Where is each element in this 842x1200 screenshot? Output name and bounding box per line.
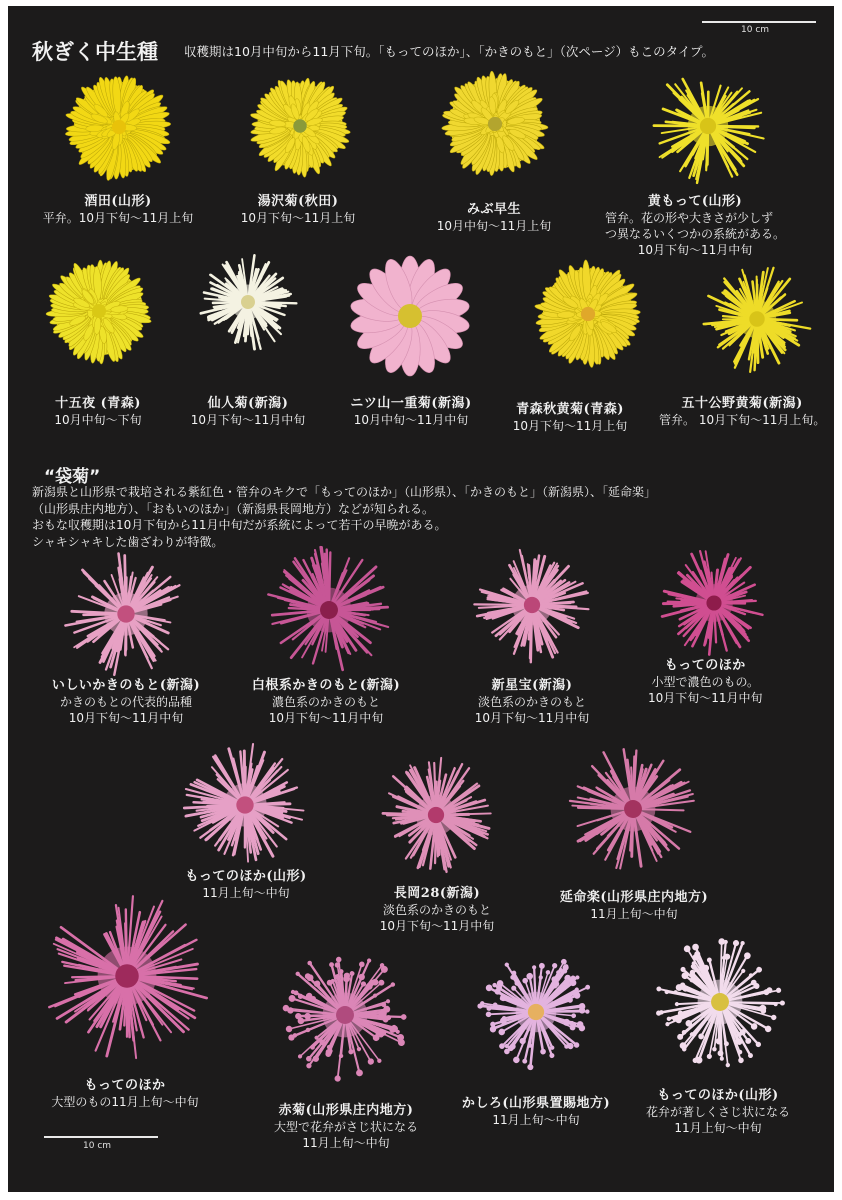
variety-description: 10月中旬〜11月上旬	[436, 219, 552, 233]
flower-photo-variety-14	[179, 739, 311, 871]
scale-label-bottom: 10 cm	[83, 1141, 112, 1151]
variety-description: つ異なるいくつかの系統がある。	[605, 227, 786, 241]
variety-name: 五十公野黄菊(新潟)	[681, 396, 803, 411]
flower-photo-variety-1	[60, 68, 178, 186]
flower-photo-variety-20	[652, 934, 788, 1070]
variety-description: 10月下旬〜11月中旬	[379, 919, 495, 933]
flower-photo-variety-16	[565, 741, 701, 877]
variety-description: 11月上旬〜中旬	[674, 1121, 762, 1135]
intro-line: 新潟県と山形県で栽培される紫紅色・管弁のキクで「もってのほか」（山形県）、「かきのもと」（新潟県）、「延命楽」	[32, 485, 657, 499]
caption-variety-1	[43, 194, 194, 226]
caption-variety-18	[274, 1103, 418, 1151]
variety-name: 酒田(山形)	[84, 194, 152, 209]
flower-photo-variety-4	[646, 64, 770, 188]
flower-photo-variety-10	[60, 548, 192, 680]
variety-name: もってのほか(山形)	[657, 1088, 779, 1103]
variety-description: 花弁が著しくさじ状になる	[645, 1105, 791, 1119]
flower-photo-variety-18	[277, 947, 413, 1083]
caption-variety-14	[185, 869, 306, 901]
variety-description: 10月下旬〜11月上旬	[512, 419, 628, 433]
variety-description: 10月下旬〜11月中旬	[268, 711, 384, 725]
variety-name: みぶ早生	[466, 202, 522, 217]
variety-name: かしろ(山形県置賜地方)	[461, 1096, 611, 1111]
flower-photo-variety-11	[261, 542, 397, 678]
variety-description: 10月下旬〜11月中旬	[637, 243, 753, 257]
variety-name: 新星宝(新潟)	[491, 678, 573, 693]
scale-bar-top	[702, 21, 816, 23]
variety-name: ニツ山一重菊(新潟)	[350, 396, 472, 411]
flower-photo-variety-17	[39, 888, 215, 1064]
variety-name: 青森秋黄菊(青森)	[516, 402, 624, 417]
flower-photo-variety-2	[244, 70, 356, 182]
section-intro	[32, 484, 656, 550]
caption-variety-3	[437, 202, 552, 234]
variety-description: 10月下旬〜11月上旬	[240, 211, 356, 225]
variety-description: 10月下旬〜11月中旬	[68, 711, 184, 725]
variety-description: 11月上旬〜中旬	[590, 907, 678, 921]
variety-description: 11月上旬〜中旬	[492, 1113, 580, 1127]
variety-description: 10月中旬〜11月中旬	[353, 413, 469, 427]
caption-variety-9	[659, 396, 825, 428]
variety-name: 仙人菊(新潟)	[207, 396, 289, 411]
caption-variety-11	[252, 678, 400, 726]
flower-photo-variety-9	[698, 260, 816, 378]
variety-name: 黄もって(山形)	[647, 194, 743, 209]
flower-photo-variety-7	[346, 252, 474, 380]
scale-bar-bottom	[44, 1136, 158, 1138]
page	[8, 6, 834, 1192]
variety-name: 長岡28(新潟)	[393, 886, 481, 901]
section-title-fukurogiku: “袋菊”	[44, 467, 101, 487]
variety-description: 11月上旬〜中旬	[202, 886, 290, 900]
flower-photo-variety-3	[436, 65, 554, 183]
variety-description: 平弁。10月下旬〜11月上旬	[42, 211, 194, 225]
variety-description: 10月中旬〜下旬	[54, 413, 142, 427]
variety-description: 大型で花弁がさじ状になる	[273, 1120, 419, 1134]
variety-description: 大型のもの11月上旬〜中旬	[51, 1095, 199, 1109]
flower-photo-variety-12	[470, 543, 594, 667]
variety-name: 湯沢菊(秋田)	[257, 194, 339, 209]
caption-variety-12	[475, 678, 590, 726]
flower-photo-variety-13	[656, 545, 772, 661]
caption-variety-4	[605, 194, 785, 258]
flower-photo-variety-15	[374, 753, 498, 877]
variety-name: 白根系かきのもと(新潟)	[251, 678, 401, 693]
flower-photo-variety-19	[474, 950, 598, 1074]
page-title: 秋ぎく中生種	[32, 40, 158, 64]
variety-description: 10月下旬〜11月中旬	[190, 413, 306, 427]
variety-description: 小型で濃色のもの。	[651, 675, 760, 689]
caption-variety-6	[191, 396, 306, 428]
variety-description: 淡色系のかきのもと	[382, 903, 492, 917]
variety-name: 赤菊(山形県庄内地方)	[278, 1103, 414, 1118]
variety-name: もってのほか	[664, 658, 746, 673]
caption-variety-20	[646, 1088, 790, 1136]
intro-line: おもな収穫期は10月下旬から11月中旬だが系統によって若干の早晩がある。	[32, 518, 447, 532]
variety-description: 10月下旬〜11月中旬	[648, 691, 763, 705]
caption-variety-5	[54, 396, 141, 428]
intro-line: （山形県庄内地方）、「おもいのほか」（新潟県長岡地方）などが知られる。	[32, 501, 435, 516]
caption-variety-10	[52, 678, 200, 726]
flower-photo-variety-5	[41, 253, 157, 369]
variety-description: 淡色系のかきのもと	[477, 695, 587, 709]
variety-name: もってのほか	[84, 1078, 166, 1093]
variety-description: 管弁。 10月下旬〜11月上旬。	[659, 413, 826, 427]
variety-description: 管弁。花の形や大きさが少しず	[605, 211, 774, 225]
caption-variety-8	[513, 402, 628, 434]
flower-photo-variety-8	[529, 255, 647, 373]
variety-name: 延命楽(山形県庄内地方)	[559, 890, 709, 905]
variety-description: 11月上旬〜中旬	[302, 1136, 390, 1150]
variety-description: かきのもとの代表的品種	[59, 695, 192, 709]
intro-line: シャキシャキした歯ざわりが特徴。	[32, 534, 224, 549]
caption-variety-2	[241, 194, 356, 226]
variety-name: 十五夜 (青森)	[55, 396, 141, 411]
caption-variety-19	[462, 1096, 610, 1128]
scale-label-top: 10 cm	[741, 25, 770, 35]
variety-name: いしいかきのもと(新潟)	[51, 678, 201, 693]
caption-variety-7	[350, 396, 471, 428]
caption-variety-16	[560, 890, 708, 922]
caption-variety-17	[51, 1078, 198, 1110]
caption-variety-15	[380, 886, 495, 934]
caption-variety-13	[648, 658, 763, 706]
variety-description: 10月下旬〜11月中旬	[474, 711, 590, 725]
variety-description: 濃色系のかきのもと	[271, 695, 380, 709]
page-subtitle: 収穫期は10月中旬から11月下旬。「もってのほか」、「かきのもと」（次ページ）もこのタイプ。	[184, 44, 714, 59]
flower-photo-variety-6	[194, 248, 302, 356]
variety-name: もってのほか(山形)	[185, 869, 307, 884]
